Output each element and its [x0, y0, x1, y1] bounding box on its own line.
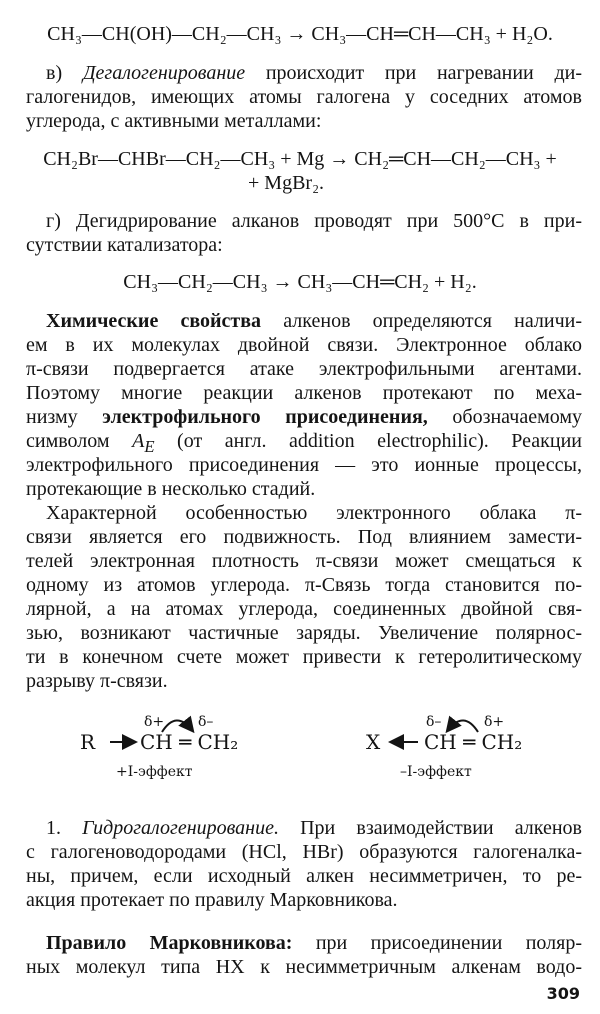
text-segment: + MgBr₂. — [248, 172, 325, 194]
paragraph-dehydrogenation-line — [26, 233, 223, 257]
text-segment: ти в конечном счете может привести к гетеролитическому — [26, 646, 582, 668]
bold-text: Правило Марковникова: — [46, 932, 293, 954]
alkene-formula: CH ═ CH₂ — [140, 730, 239, 754]
text-segment: (от англ. addition electrophilic). Реакции — [154, 430, 582, 452]
paragraph-hydrohalogenation-line — [26, 816, 582, 840]
paragraph-hydrohalogenation-line — [26, 864, 582, 888]
text-segment: CH₃—CH(OH)—CH₂—CH₃ → CH₃—CH═CH—CH₃ + H₂O. — [47, 23, 553, 45]
text-segment: в) — [46, 62, 83, 84]
paragraph-pi-cloud-line — [26, 525, 582, 549]
subscript-text: E — [144, 437, 155, 456]
paragraph-markovnikov-rule-line — [26, 931, 582, 955]
text-segment: алкенов определяются наличи- — [261, 310, 582, 332]
paragraph-pi-cloud-line — [26, 573, 582, 597]
inductive-effect-diagram-right — [366, 712, 566, 792]
paragraph-chemical-properties-line — [26, 309, 582, 333]
partial-charge-plus: δ+ — [484, 714, 505, 730]
bold-text: Химические свойства — [46, 310, 262, 332]
paragraph-chemical-properties-line — [26, 477, 315, 501]
paragraph-chemical-properties-line — [26, 453, 582, 477]
effect-label: –I-эффект — [400, 764, 472, 780]
text-segment: обозначаемому — [427, 406, 583, 428]
paragraph-chemical-properties-line — [26, 381, 582, 405]
text-segment: Поэтому многие реакции алкенов протекают по меха- — [26, 382, 582, 404]
text-segment: протекающие в несколько стадий. — [26, 478, 316, 500]
substituent-r: R — [80, 730, 96, 754]
partial-charge-plus: δ+ — [144, 714, 165, 730]
text-segment: сутствии катализатора: — [26, 234, 223, 256]
text-segment: телей электронная плотность π-связи может смещаться к — [26, 550, 582, 572]
text-segment: ем в их молекулах двойной связи. Электронное облако — [26, 334, 582, 356]
text-segment: ны, причем, если исходный алкен несимметричен, то ре- — [26, 865, 582, 887]
paragraph-chemical-properties-line — [26, 357, 582, 381]
text-segment: зью, возникают частичные заряды. Увеличение полярнос- — [26, 622, 582, 644]
text-segment: разрыву π-связи. — [26, 670, 168, 692]
text-segment: галогенидов, имеющих атомы галогена у соседних атомов — [26, 86, 582, 108]
text-segment: одному из атомов углерода. π-Связь тогда становится по- — [26, 574, 582, 596]
paragraph-chemical-properties-line — [26, 405, 582, 429]
text-segment: происходит при нагревании ди- — [245, 62, 583, 84]
equation-dehydrogenation — [0, 270, 600, 294]
paragraph-pi-cloud-line — [26, 501, 582, 525]
italic-text: Дегалогенирование — [82, 62, 246, 84]
italic-text: Гидрогалогенирование. — [82, 817, 279, 839]
text-segment: г) Дегидрирование алканов проводят при 500°C в при- — [46, 210, 582, 232]
paragraph-markovnikov-rule-line — [26, 955, 582, 979]
equation-dehalogenation — [0, 147, 600, 171]
text-segment: 1. — [46, 817, 83, 839]
paragraph-dehydrogenation-line — [26, 209, 582, 233]
effect-label: +I-эффект — [116, 764, 193, 780]
text-segment: при присоединении поляр- — [292, 932, 582, 954]
alkene-formula: CH ═ CH₂ — [424, 730, 523, 754]
paragraph-dehalogenation-line — [26, 109, 321, 133]
paragraph-pi-cloud-line — [26, 621, 582, 645]
inductive-effect-diagram-left — [80, 712, 280, 792]
equation-dehalogenation-continued — [248, 171, 324, 195]
text-segment: CH₂Br—CHBr—CH₂—CH₃ + Mg → CH₂═CH—CH₂—CH₃ + — [43, 148, 557, 170]
italic-text: A — [132, 430, 145, 452]
text-segment: связи является его подвижность. Под влиянием замести- — [26, 526, 582, 548]
text-segment: электрофильного присоединения — это ионные процессы, — [26, 454, 582, 476]
paragraph-dehalogenation-line — [26, 61, 582, 85]
paragraph-pi-cloud-line — [26, 645, 582, 669]
paragraph-hydrohalogenation-line — [26, 840, 582, 864]
partial-charge-minus: δ– — [426, 714, 442, 730]
text-segment: Характерной особенностью электронного облака π- — [46, 502, 582, 524]
text-segment: низму — [26, 406, 103, 428]
equation-dehydration — [0, 22, 600, 46]
partial-charge-minus: δ– — [198, 714, 214, 730]
text-segment: символом — [26, 430, 133, 452]
text-segment: акция протекает по правилу Марковникова. — [26, 889, 398, 911]
text-segment: ных молекул типа HX к несимметричным алкенам водо- — [26, 956, 582, 978]
paragraph-pi-cloud-line — [26, 549, 582, 573]
paragraph-dehalogenation-line — [26, 85, 582, 109]
text-segment: π-связи подвергается атаке электрофильными агентами. — [26, 358, 582, 380]
text-segment: с галогеноводородами (HCl, HBr) образуются галогеналка- — [26, 841, 582, 863]
paragraph-chemical-properties-line — [26, 333, 582, 357]
paragraph-pi-cloud-line — [26, 597, 582, 621]
substituent-x: X — [366, 730, 381, 754]
bold-text: электрофильного присоединения, — [102, 406, 428, 428]
paragraph-pi-cloud-line — [26, 669, 168, 693]
text-segment: лярной, а на атомах углерода, соединенных двойной свя- — [26, 598, 582, 620]
page-number: 309 — [546, 984, 580, 1003]
text-segment: При взаимодействии алкенов — [278, 817, 583, 839]
paragraph-hydrohalogenation-line — [26, 888, 398, 912]
text-segment: углерода, с активными металлами: — [26, 110, 322, 132]
text-segment: CH₃—CH₂—CH₃ → CH₃—CH═CH₂ + H₂. — [123, 271, 477, 293]
